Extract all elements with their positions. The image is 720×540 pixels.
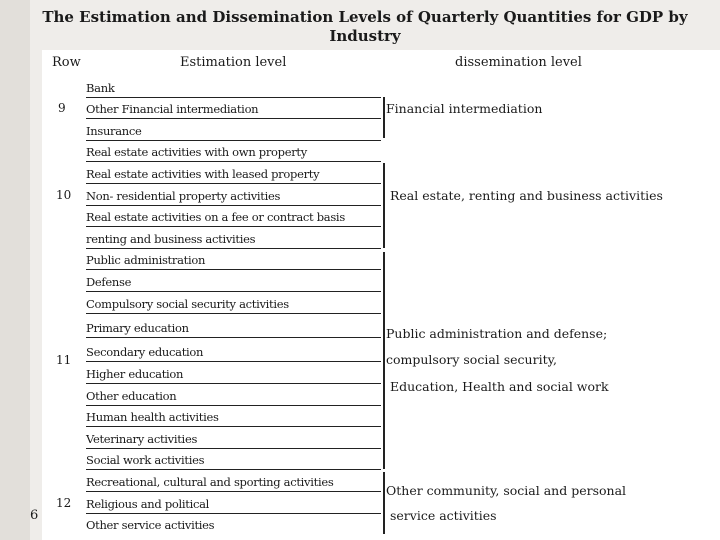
row-number-9: 9 [58, 101, 66, 115]
estimation-item: Defense [86, 273, 381, 292]
dissemination-text: compulsory social security, [386, 352, 557, 367]
estimation-item: Human health activities [86, 408, 381, 427]
estimation-item: Religious and political [86, 495, 381, 514]
header-dissemination-level: dissemination level [455, 55, 582, 70]
group-separator [383, 97, 385, 138]
estimation-item: Insurance [86, 122, 381, 141]
dissemination-text: Other community, social and personal [386, 483, 627, 498]
dissemination-text: Public administration and defense; [386, 326, 608, 341]
estimation-item: Social work activities [86, 451, 381, 470]
estimation-item: Real estate activities on a fee or contract basis [86, 208, 381, 227]
group-separator [383, 252, 385, 469]
side-strip [0, 0, 30, 540]
row-number-12: 12 [56, 496, 72, 510]
estimation-item: Real estate activities with leased property [86, 165, 381, 184]
row-number-11: 11 [56, 353, 72, 367]
estimation-item: Bank [86, 79, 381, 98]
estimation-item: Other education [86, 387, 381, 406]
header-estimation-level: Estimation level [180, 55, 287, 70]
dissemination-text: Education, Health and social work [390, 379, 609, 394]
estimation-item: Primary education [86, 319, 381, 338]
estimation-item: Other service activities [86, 518, 215, 532]
estimation-item: Public administration [86, 251, 381, 270]
group-separator [383, 163, 385, 248]
estimation-item: Compulsory social security activities [86, 295, 381, 314]
dissemination-text: service activities [390, 508, 497, 523]
estimation-item: Real estate activities with own property [86, 143, 381, 162]
header-row: Row [52, 55, 81, 70]
group-separator [383, 472, 385, 534]
estimation-item: renting and business activities [86, 230, 381, 249]
estimation-item: Secondary education [86, 343, 381, 362]
row-number-10: 10 [56, 188, 72, 202]
dissemination-text: Financial intermediation [386, 101, 543, 116]
estimation-item: Other Financial intermediation [86, 100, 381, 119]
estimation-item: Higher education [86, 365, 381, 384]
estimation-item: Recreational, cultural and sporting activities [86, 473, 381, 492]
page-title: The Estimation and Dissemination Levels of Quarterly Quantities for GDP by Industry [42, 8, 688, 45]
dissemination-text: Real estate, renting and business activities [390, 188, 663, 203]
estimation-item: Veterinary activities [86, 430, 381, 449]
estimation-item: Non- residential property activities [86, 187, 381, 206]
page-number: 6 [30, 508, 39, 523]
